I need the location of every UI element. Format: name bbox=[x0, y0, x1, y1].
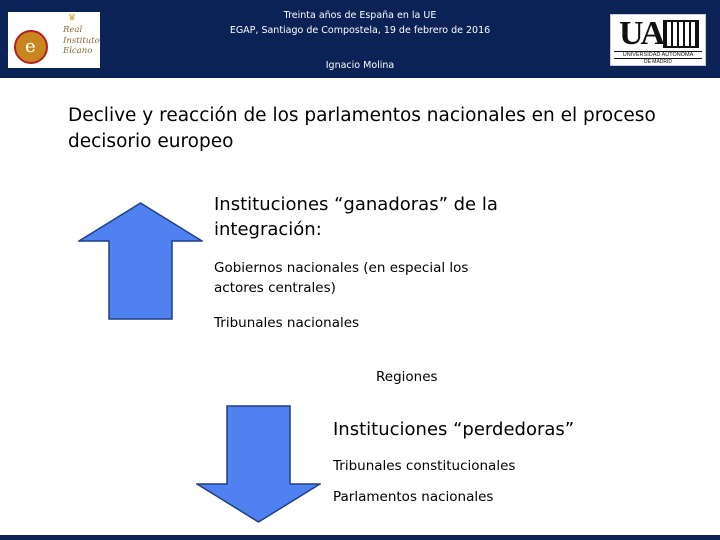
middle-label: Regiones bbox=[376, 369, 438, 385]
losers-item: Parlamentos nacionales bbox=[333, 489, 494, 505]
header-event-title: Treinta años de España en la UE bbox=[283, 10, 437, 21]
uam-name-line1: UNIVERSIDAD AUTONOMA bbox=[614, 51, 702, 59]
uam-monogram: UA bbox=[619, 15, 663, 52]
elcano-emblem-icon: e bbox=[14, 30, 48, 64]
winners-item: Gobiernos nacionales (en especial los actores centrales) bbox=[214, 260, 469, 296]
uam-building-icon bbox=[663, 20, 699, 48]
losers-item: Tribunales constitucionales bbox=[333, 458, 516, 474]
footer-bar bbox=[0, 535, 720, 540]
header-event-details: EGAP, Santiago de Compostela, 19 de febrero de 2016 bbox=[229, 25, 491, 36]
winners-item: Tribunales nacionales bbox=[214, 315, 360, 331]
header-bar bbox=[0, 0, 720, 78]
header-author: Ignacio Molina bbox=[325, 60, 395, 71]
arrow-up-icon bbox=[78, 202, 203, 320]
crown-icon: ♛ bbox=[68, 13, 77, 23]
uam-logo bbox=[610, 14, 706, 66]
winners-heading: Instituciones “ganadoras” de la integración: bbox=[214, 194, 498, 240]
arrow-down-icon bbox=[196, 405, 321, 523]
elcano-wordmark: Real Instituto Elcano bbox=[63, 25, 100, 56]
slide-title: Declive y reacción de los parlamentos nacionales en el proceso decisorio europeo bbox=[68, 105, 656, 152]
uam-name-line2: DE MADRID bbox=[614, 58, 702, 65]
losers-heading: Instituciones “perdedoras” bbox=[333, 419, 575, 440]
elcano-logo bbox=[8, 12, 100, 68]
